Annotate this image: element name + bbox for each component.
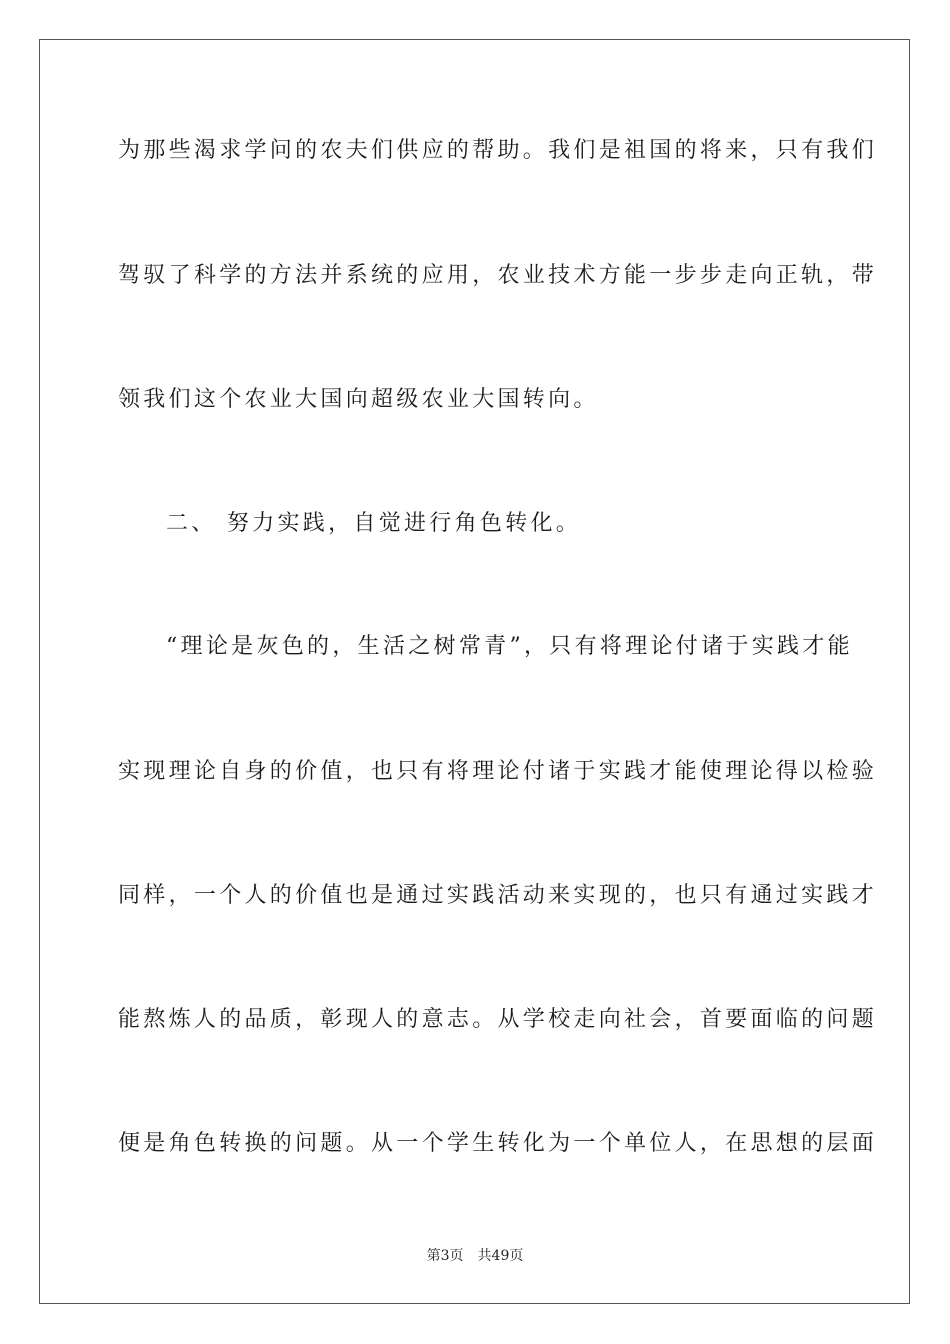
body-text-line: 同样，一个人的价值也是通过实践活动来实现的，也只有通过实践才 <box>118 883 878 908</box>
body-text-line: 领我们这个农业大国向超级农业大国转向。 <box>118 387 599 412</box>
section-heading: 二、 努力实践，自觉进行角色转化。 <box>166 511 582 536</box>
body-text-line: “理论是灰色的，生活之树常青”，只有将理论付诸于实践才能 <box>166 634 853 659</box>
page-border <box>39 39 910 1304</box>
body-text-line: 实现理论自身的价值，也只有将理论付诸于实践才能使理论得以检验 <box>118 759 878 784</box>
body-text-line: 为那些渴求学问的农夫们供应的帮助。我们是祖国的将来，只有我们 <box>118 138 878 163</box>
body-text-line: 驾驭了科学的方法并系统的应用，农业技术方能一步步走向正轨，带 <box>118 263 878 288</box>
page-number: 第3页 <box>426 1248 464 1264</box>
body-text-line: 便是角色转换的问题。从一个学生转化为一个单位人，在思想的层面 <box>118 1131 878 1156</box>
page-footer <box>0 1247 950 1265</box>
body-text-line: 能熬炼人的品质，彰现人的意志。从学校走向社会，首要面临的问题 <box>118 1007 878 1032</box>
page-total: 共49页 <box>477 1248 524 1264</box>
